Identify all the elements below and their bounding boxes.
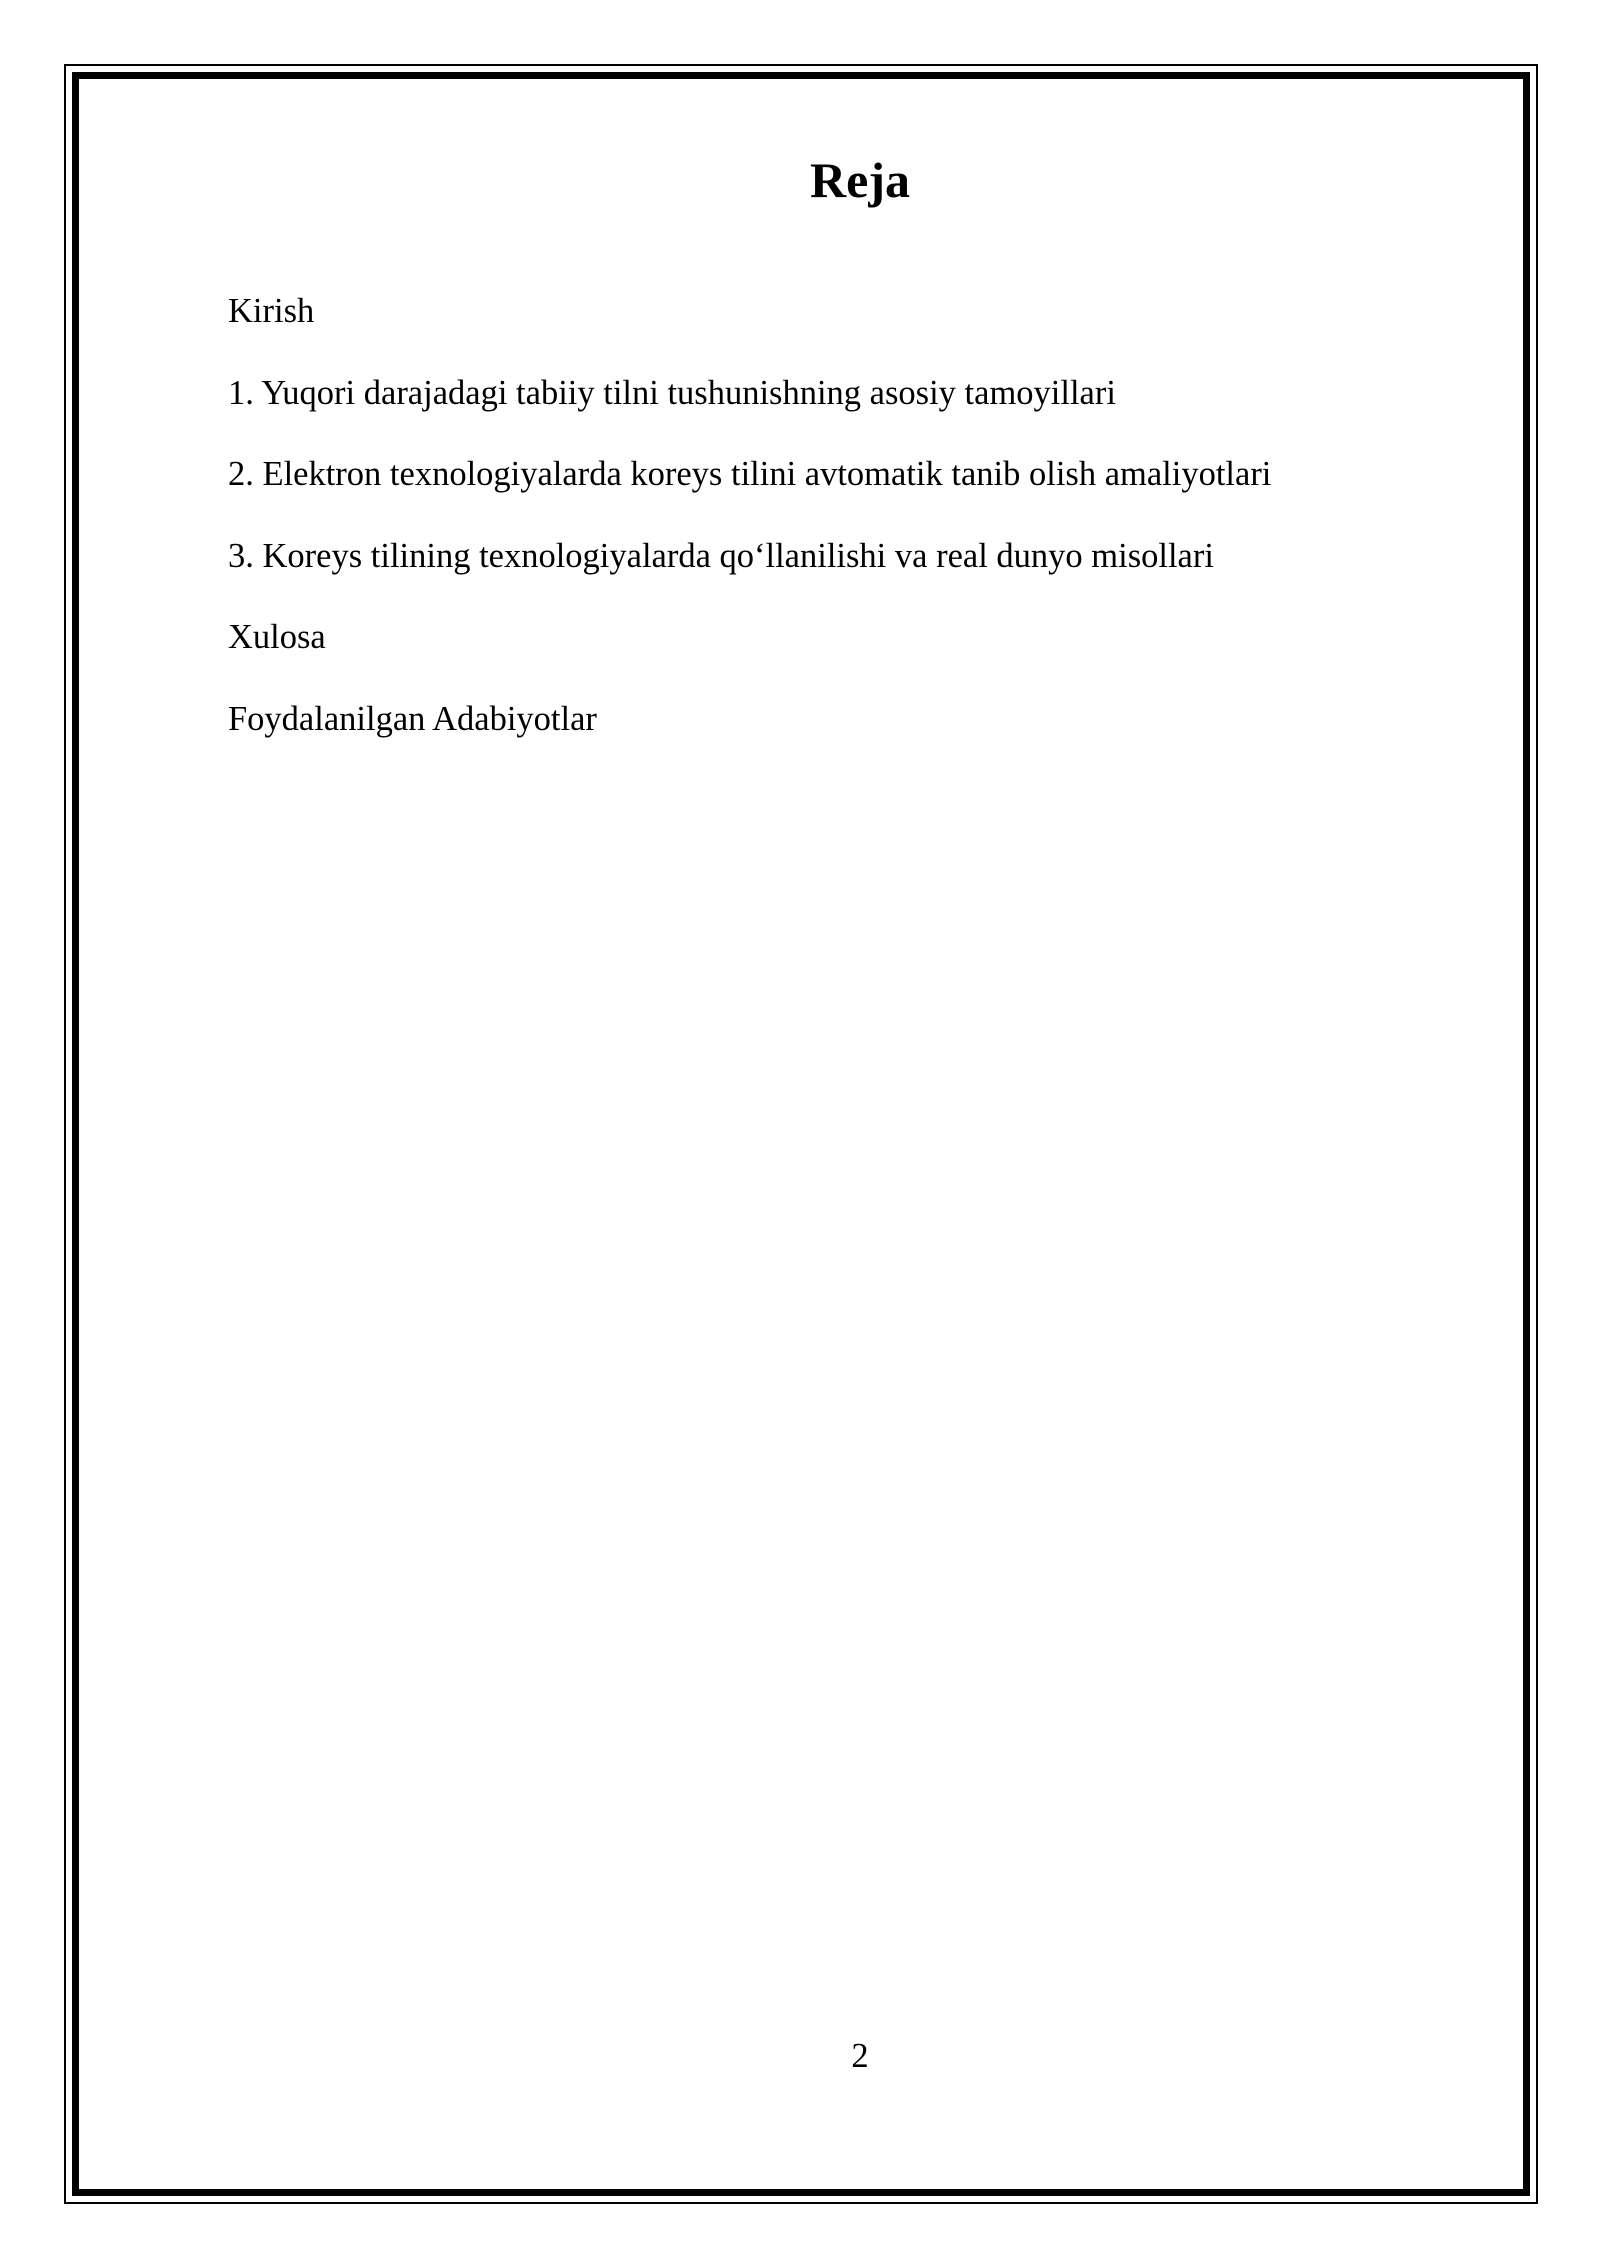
plan-item-introduction: Kirish xyxy=(228,292,315,330)
page-number: 2 xyxy=(851,2037,869,2075)
plan-item-conclusion: Xulosa xyxy=(228,618,326,656)
plan-item-section-1: 1. Yuqori darajadagi tabiiy tilni tushunishning asosiy tamoyillari xyxy=(228,373,1116,412)
plan-item-section-3: 3. Koreys tilining texnologiyalarda qo‘llanilishi va real dunyo misollari xyxy=(228,536,1214,575)
plan-list xyxy=(228,291,1271,780)
plan-item-references: Foydalanilgan Adabiyotlar xyxy=(228,699,597,738)
plan-item-section-2: 2. Elektron texnologiyalarda koreys tilini avtomatik tanib olish amaliyotlari xyxy=(228,455,1272,493)
page-title: Reja xyxy=(810,152,910,208)
